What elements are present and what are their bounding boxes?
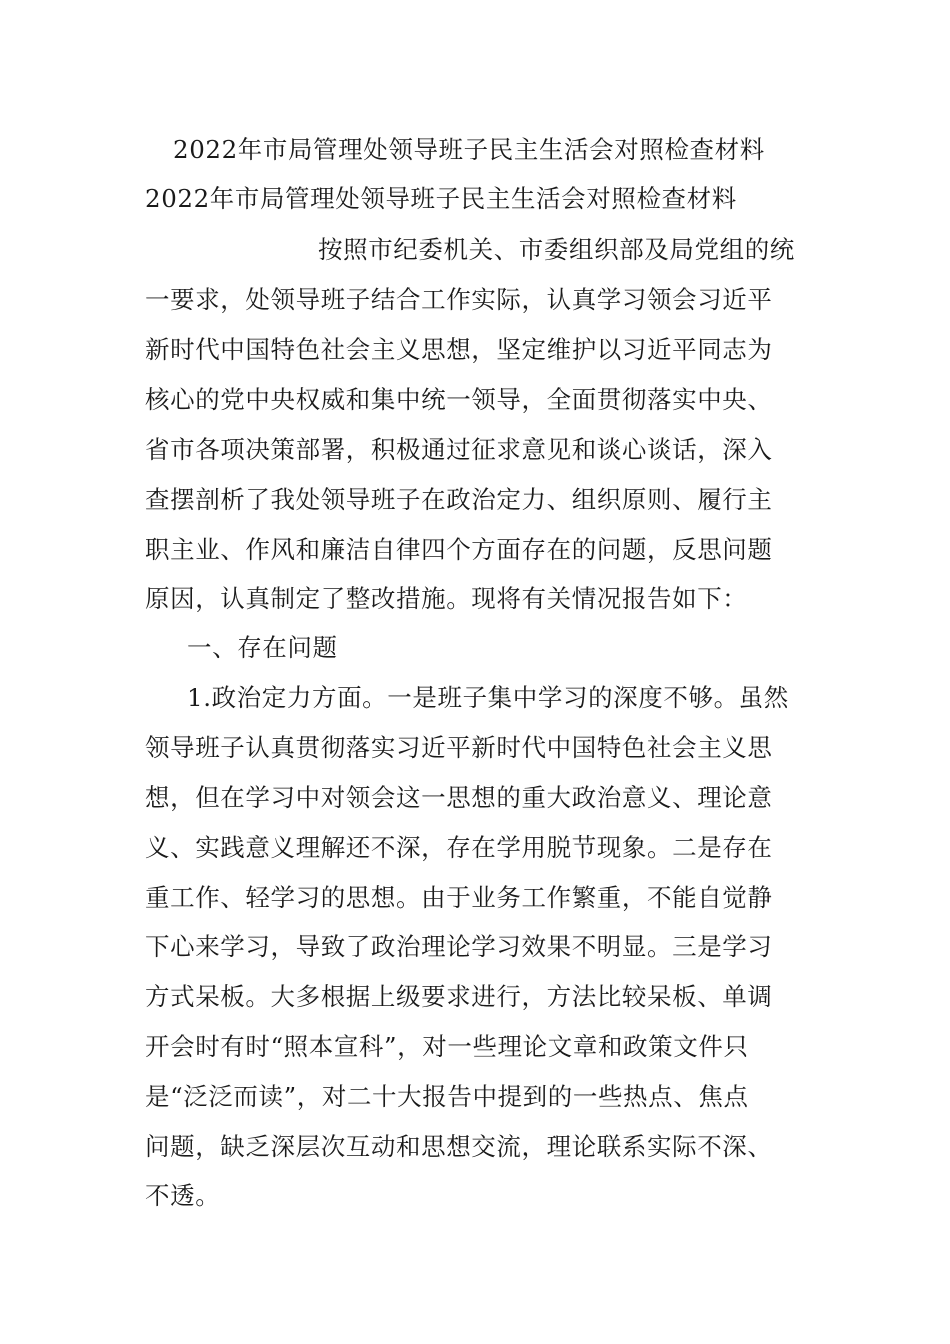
paragraph-line: 核心的党中央权威和集中统一领导，全面贯彻落实中央、	[145, 385, 773, 414]
paragraph-line: 职主业、作风和廉洁自律四个方面存在的问题，反思问题	[145, 535, 773, 564]
section-heading: 一、存在问题	[187, 633, 338, 662]
paragraph-line: 按照市纪委机关、市委组织部及局党组的统	[318, 235, 795, 264]
paragraph-line: 领导班子认真贯彻落实习近平新时代中国特色社会主义思	[145, 733, 773, 762]
paragraph-line: 原因，认真制定了整改措施。现将有关情况报告如下：	[145, 584, 748, 613]
paragraph-line: 重工作、轻学习的思想。由于业务工作繁重，不能自觉静	[145, 883, 773, 912]
paragraph-line: 下心来学习，导致了政治理论学习效果不明显。三是学习	[145, 932, 773, 961]
paragraph-line: 不透。	[145, 1181, 221, 1210]
paragraph-line: 问题，缺乏深层次互动和思想交流，理论联系实际不深、	[145, 1132, 773, 1161]
paragraph-line: 1.政治定力方面。一是班子集中学习的深度不够。虽然	[187, 683, 789, 712]
paragraph-line: 一要求，处领导班子结合工作实际，认真学习领会习近平	[145, 285, 773, 314]
paragraph-line: 义、实践意义理解还不深，存在学用脱节现象。二是存在	[145, 833, 773, 862]
paragraph-line: 省市各项决策部署，积极通过征求意见和谈心谈话，深入	[145, 435, 773, 464]
paragraph-line: 是“泛泛而读”，对二十大报告中提到的一些热点、焦点	[145, 1082, 749, 1111]
paragraph-line: 查摆剖析了我处领导班子在政治定力、组织原则、履行主	[145, 485, 773, 514]
paragraph-line: 开会时有时“照本宣科”，对一些理论文章和政策文件只	[145, 1032, 749, 1061]
document-title: 2022年市局管理处领导班子民主生活会对照检查材料	[173, 135, 765, 164]
paragraph-line: 想，但在学习中对领会这一思想的重大政治意义、理论意	[145, 783, 773, 812]
paragraph-line: 方式呆板。大多根据上级要求进行，方法比较呆板、单调	[145, 982, 773, 1011]
document-title-repeat: 2022年市局管理处领导班子民主生活会对照检查材料	[145, 184, 737, 213]
paragraph-line: 新时代中国特色社会主义思想，坚定维护以习近平同志为	[145, 335, 773, 364]
